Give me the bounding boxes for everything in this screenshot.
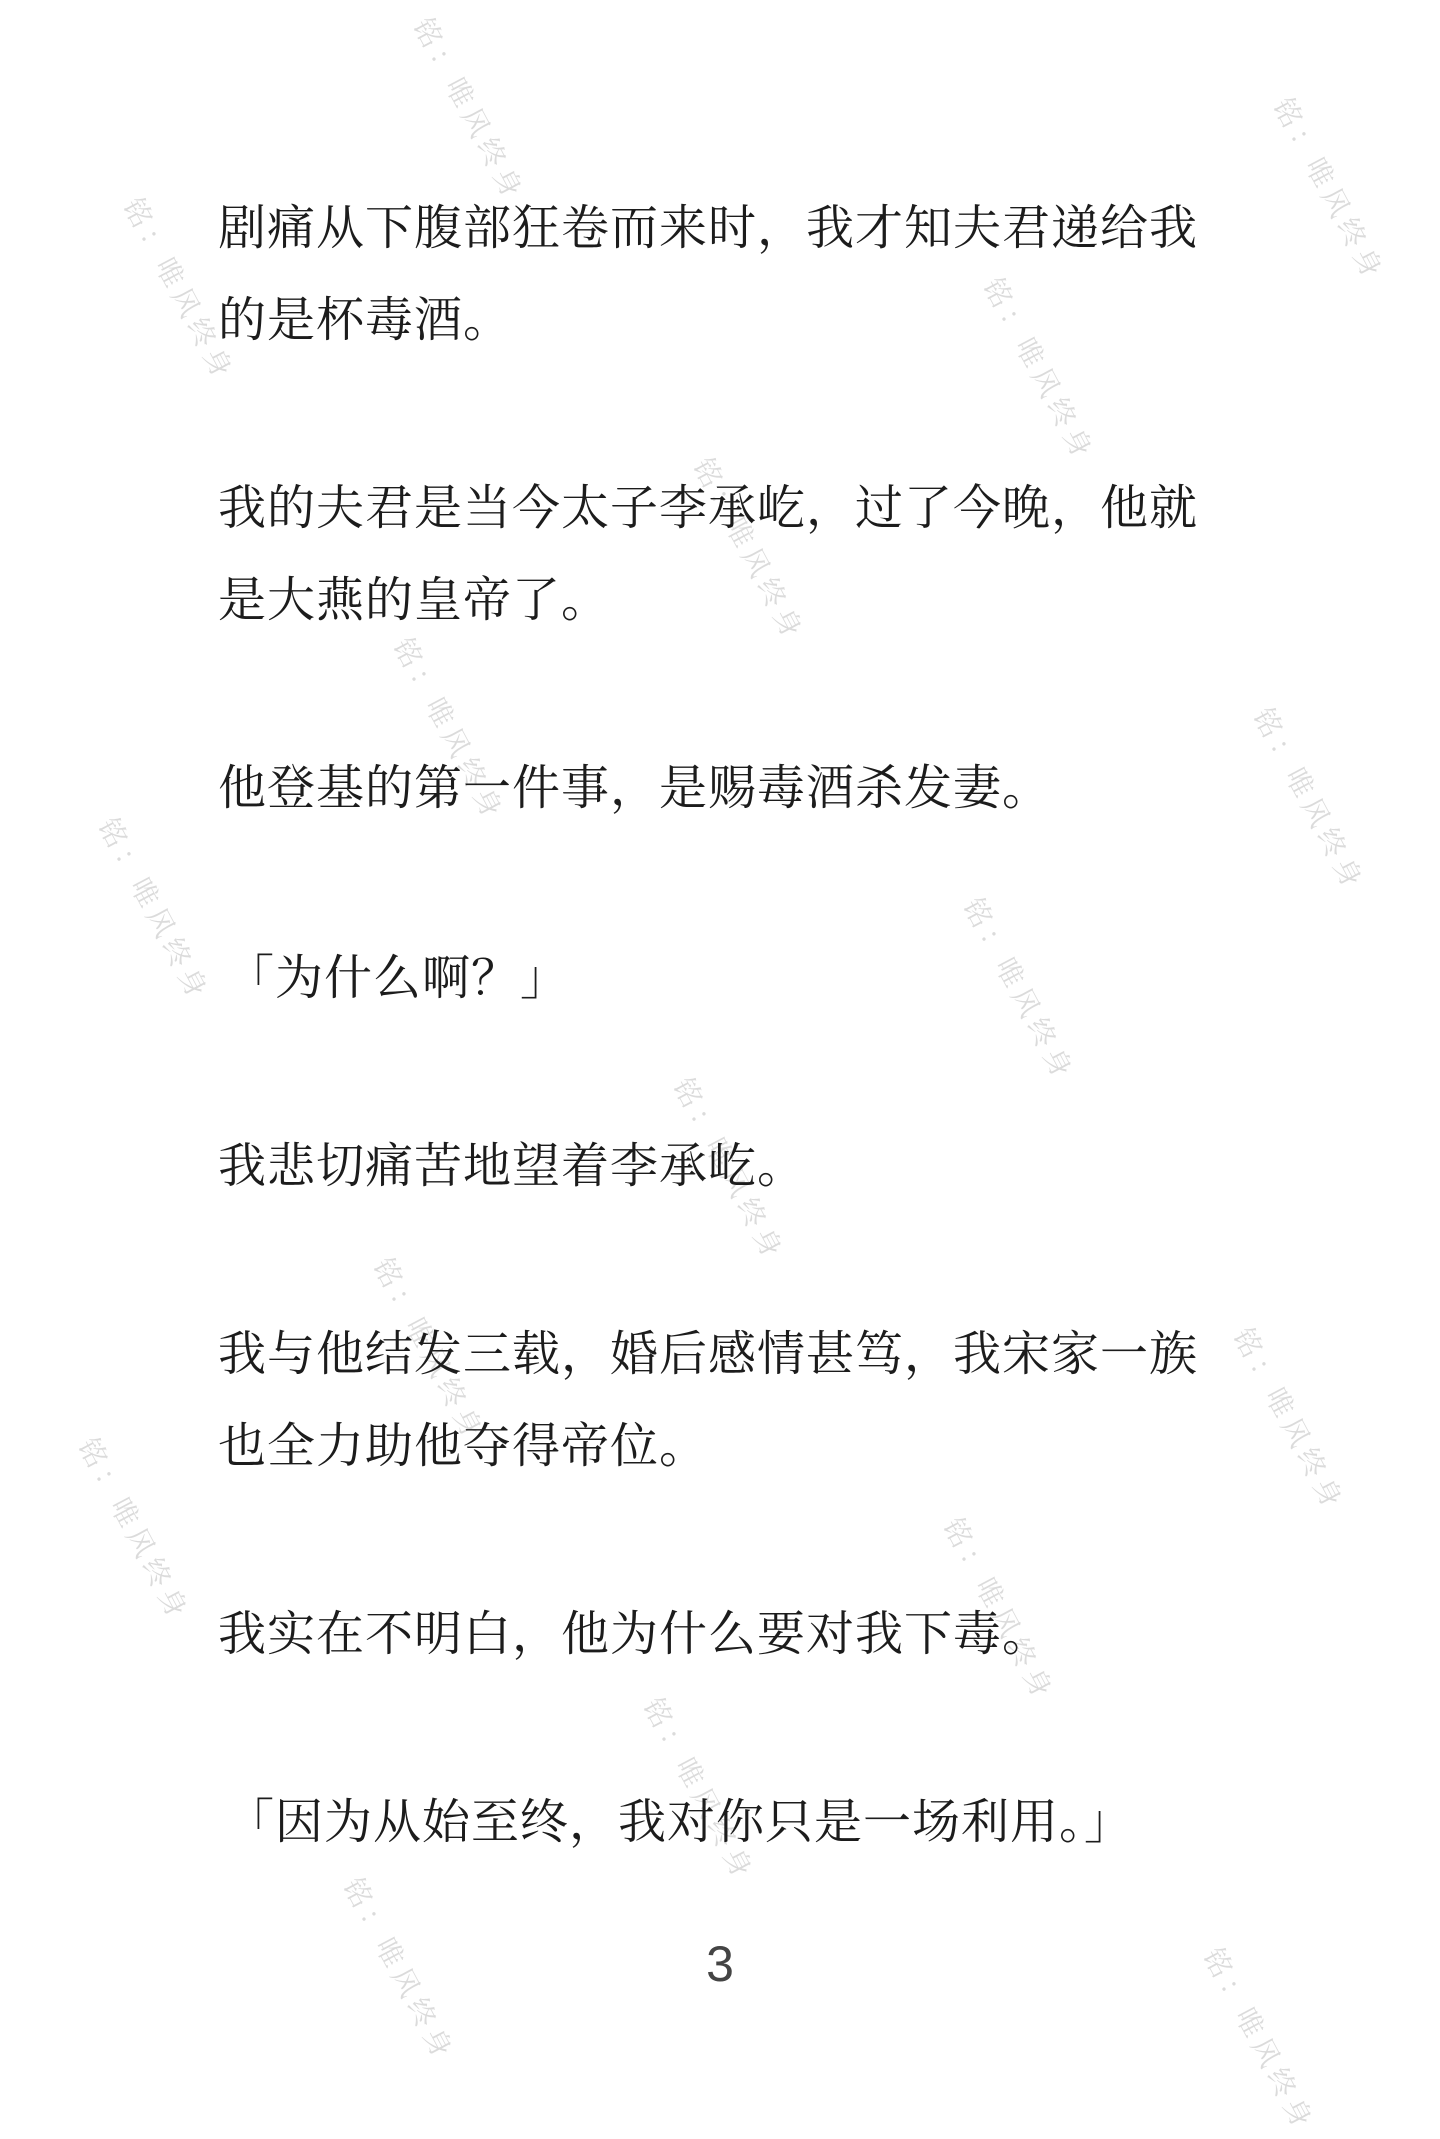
watermark: 铭：唯风终身	[71, 1432, 197, 1628]
watermark: 铭：唯风终身	[1266, 92, 1392, 288]
paragraph: 我悲切痛苦地望着李承屹。	[218, 1138, 807, 1194]
page-number: 3	[706, 1936, 734, 1992]
watermark: 铭：唯风终身	[116, 192, 242, 388]
paragraph: 剧痛从下腹部狂卷而来时，我才知夫君递给我的是杯毒酒。	[218, 200, 1199, 348]
watermark: 铭：唯风终身	[976, 272, 1102, 468]
paragraph: 我实在不明白，他为什么要对我下毒。	[218, 1606, 1052, 1662]
dialogue-line: 「因为从始至终，我对你只是一场利用。」	[226, 1794, 1134, 1850]
watermark: 铭：唯风终身	[686, 452, 812, 648]
watermark: 铭：唯风终身	[406, 12, 532, 208]
watermark: 铭：唯风终身	[936, 1512, 1062, 1708]
watermark: 铭：唯风终身	[666, 1072, 792, 1268]
paragraph: 我与他结发三载，婚后感情甚笃，我宋家一族也全力助他夺得帝位。	[218, 1326, 1199, 1474]
watermark: 铭：唯风终身	[956, 892, 1082, 1088]
watermark: 铭：唯风终身	[1226, 1322, 1352, 1518]
dialogue-line: 「为什么啊？」	[226, 950, 570, 1006]
watermark: 铭：唯风终身	[91, 812, 217, 1008]
watermark: 铭：唯风终身	[636, 1692, 762, 1888]
watermark: 铭：唯风终身	[1246, 702, 1372, 898]
watermark: 铭：唯风终身	[336, 1872, 462, 2068]
watermark: 铭：唯风终身	[366, 1252, 492, 1448]
paragraph: 我的夫君是当今太子李承屹，过了今晚，他就是大燕的皇帝了。	[218, 480, 1199, 628]
watermark: 铭：唯风终身	[386, 632, 512, 828]
watermark: 铭：唯风终身	[1196, 1942, 1322, 2138]
paragraph: 他登基的第一件事，是赐毒酒杀发妻。	[218, 760, 1052, 816]
